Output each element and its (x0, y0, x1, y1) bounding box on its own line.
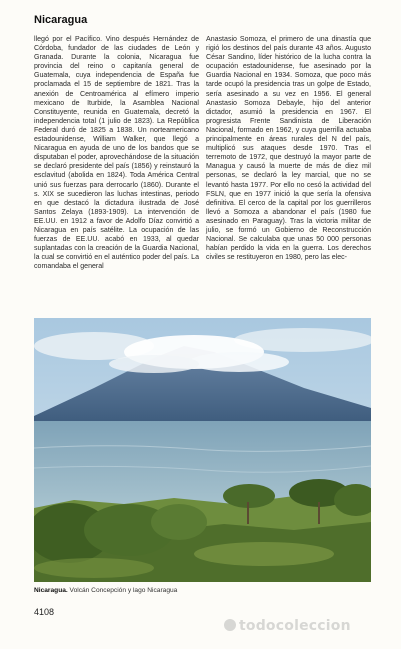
page-number: 4108 (34, 607, 55, 617)
caption-text: Volcán Concepción y lago Nicaragua (67, 587, 178, 594)
watermark-text: todocoleccion (239, 618, 351, 634)
photo-caption (34, 587, 177, 594)
watermark (224, 618, 351, 634)
article-column-right: Anastasio Somoza, el primero de una dinastía que rigió los destinos del país durante 43 años. Augusto César Sandino, líder histórico de la lucha contra la ocupación estadounidense, fue asesinado por la Guardia Nacional en 1934. Somoza, que poco más tarde ocupó la presidencia tras un golpe de Estado, sería asesinado a su vez en 1956. El general Anastasio Somoza Debayle, hijo del anterior dictador, asumió la presidencia en 1967. El progresista Frente Sandinista de Liberación Nacional, formado en 1962, y cuya guerrilla actuaba principalmente en áreas rurales del N del país, multiplicó sus ataques desde 1970. Tras el terremoto de 1972, que destruyó la mayor parte de Managua y causó la muerte de más de diez mil personas, se declaró la ley marcial, que no se levantó hasta 1977. Por ello no cesó la actividad del FSLN, que en 1977 inició la que sería la ofensiva definitiva. El cerco de la capital por los guerrilleros llevó a Somoza a abandonar el país (1980 fue asesinado en Paraguay). Tras la victoria militar de julio, se formó un Gobierno de Reconstrucción Nacional. Se calculaba que unas 50 000 personas habían perdido la vida en la guerra. Los derechos civiles se restituyeron en 1980, pero las elec- (206, 36, 371, 262)
article-column-left: llegó por el Pacífico. Vino después Hernández de Córdoba, fundador de las ciudades de León y Granada. Durante la colonia, Nicaragua fue provincia del reino o capitanía general de Guatemala, cuya independencia de España fue proclamada el 15 de septiembre de 1821. Tras la anexión de Centroamérica al efímero imperio mexicano de Iturbide, la Asamblea Nacional Constituyente, reunida en Guatemala, decretó la independencia total (1 julio de 1823). La República Federal duró de 1825 a 1838. Un norteamericano estadounidense, William Walker, que llegó a Nicaragua en ayuda de uno de los bandos que se disputaban el poder, aprovechándose de la situación se declaró presidente del país (1856) y reinstauró la esclavitud (abolida en 1824). Toda América Central unió sus fuerzas para derrocarlo (1860). Durante el s. XIX se sucedieron las luchas intestinas, periodo en que destacó la dictadura ilustrada de José Santos Zelaya (1893-1909). La intervención de EE.UU. en 1912 a favor de Adolfo Díaz convirtió a Nicaragua en país satélite. La ocupación de las fuerzas de EE.UU. acabó en 1933, al quedar suplantadas con la creación de la Guardia Nacional, la cual se convirtió en el auténtico poder del país. La comandaba el general (34, 36, 199, 271)
page-title: Nicaragua (34, 14, 88, 26)
volcano-lake-photo (34, 318, 371, 582)
caption-title: Nicaragua. (34, 587, 68, 594)
watermark-logo-icon (224, 619, 236, 631)
